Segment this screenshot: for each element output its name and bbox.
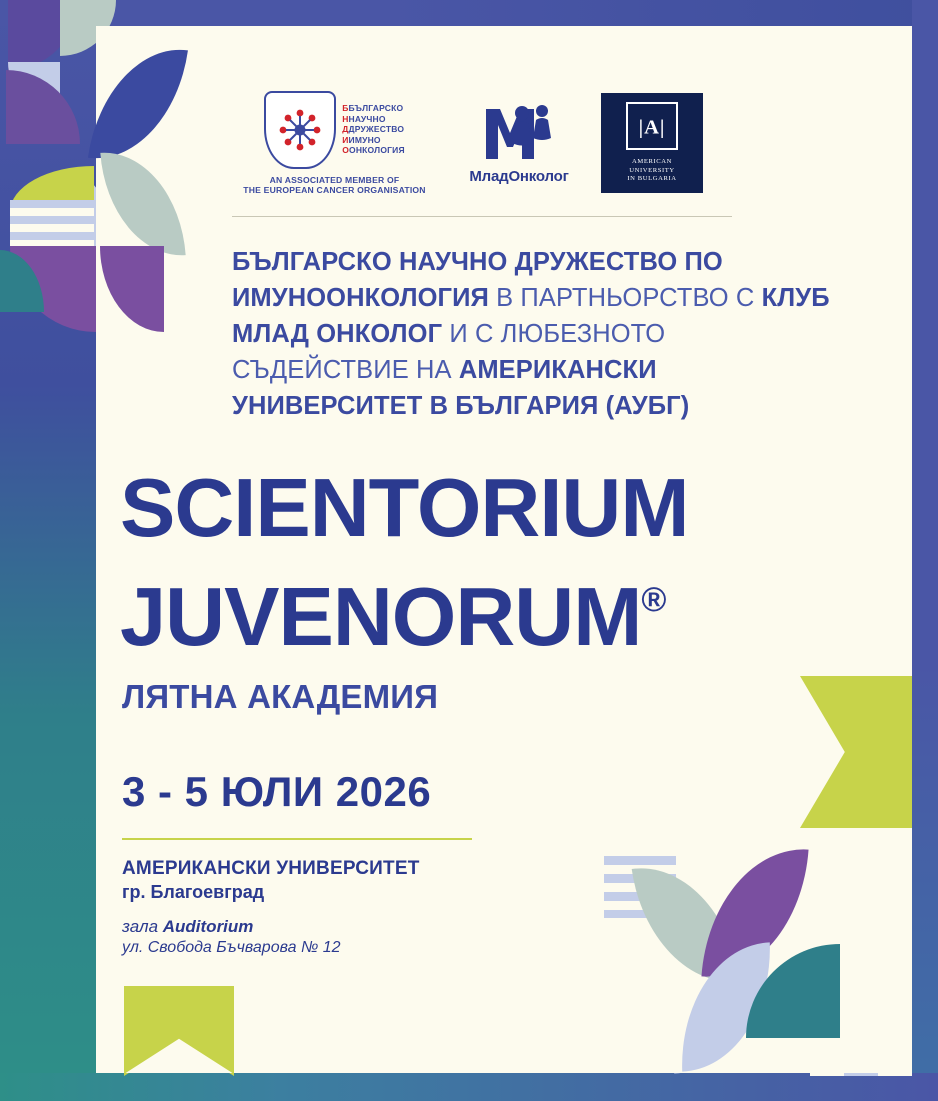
bsio-word-3: ДДРУЖЕСТВО	[342, 124, 405, 135]
svg-text:|A|: |A|	[638, 116, 666, 139]
bsio-logo	[232, 91, 437, 196]
title-line-2-text: JUVENORUM	[120, 570, 642, 663]
intro-part-1: БЪЛГАРСКО НАУЧНО ДРУЖЕСТВО ПО ИМУНООНКОЛОГИЯ	[232, 248, 723, 312]
page-subtitle: ЛЯТНА АКАДЕМИЯ	[122, 678, 439, 715]
intro-part-5: АМЕРИКАНСКИ УНИВЕРСИТЕТ В БЪЛГАРИЯ (АУБГ)	[232, 356, 690, 420]
bsio-logo-top	[264, 91, 405, 169]
venue-block	[122, 858, 420, 957]
aubg-line2: UNIVERSITY	[629, 166, 675, 174]
divider-top	[232, 216, 732, 217]
event-dates: 3 - 5 ЮЛИ 2026	[122, 768, 432, 815]
page-title	[120, 462, 880, 663]
bsio-subtitle-line1: AN ASSOCIATED MEMBER OF	[269, 174, 400, 185]
bsio-word-5: ООНКОЛОГИЯ	[342, 145, 405, 156]
title-line-1: SCIENTORIUM	[120, 461, 689, 554]
burst-icon	[277, 107, 323, 153]
intro-part-2: В ПАРТНЬОРСТВО С	[488, 284, 762, 312]
aubg-line3: IN BULGARIA	[627, 175, 677, 183]
bsio-logo-subtitle	[243, 175, 425, 196]
aubg-line1: AMERICAN	[632, 158, 672, 166]
mlad-onkolog-logo	[463, 101, 575, 185]
aubg-logo	[601, 93, 703, 193]
mlad-onkolog-mark-icon	[480, 101, 558, 163]
mlad-onkolog-wordmark: МладОнколог	[469, 168, 569, 185]
shield-icon	[264, 91, 336, 169]
logo-row	[232, 88, 732, 198]
bsio-logo-words	[342, 103, 405, 156]
venue-hall-name: Auditorium	[162, 917, 254, 936]
intro-part-3: КЛУБ МЛАД ОНКОЛОГ	[232, 284, 830, 348]
bsio-word-1: ББЪЛГАРСКО	[342, 103, 404, 114]
venue-city: гр. Благоевград	[122, 882, 265, 902]
bsio-word-2: ННАУЧНО	[342, 113, 386, 124]
title-line-2	[120, 554, 880, 663]
registered-trademark-icon: ®	[641, 581, 666, 619]
bsio-word-4: ИИМУНО	[342, 134, 381, 145]
intro-paragraph	[232, 244, 842, 424]
aubg-monogram-letters	[633, 112, 671, 140]
venue-hall-prefix: зала	[122, 917, 163, 936]
venue-hall	[122, 917, 420, 937]
venue-name: АМЕРИКАНСКИ УНИВЕРСИТЕТ	[122, 858, 420, 879]
aubg-monogram-icon	[626, 102, 678, 150]
aubg-logo-text	[627, 158, 676, 184]
divider-lime	[122, 838, 472, 840]
venue-address: ул. Свобода Бъчварова № 12	[122, 939, 341, 956]
intro-part-4: И С ЛЮБЕЗНОТО СЪДЕЙСТВИЕ НА	[232, 320, 666, 384]
bsio-subtitle-line2: THE EUROPEAN CANCER ORGANISATION	[243, 185, 426, 195]
